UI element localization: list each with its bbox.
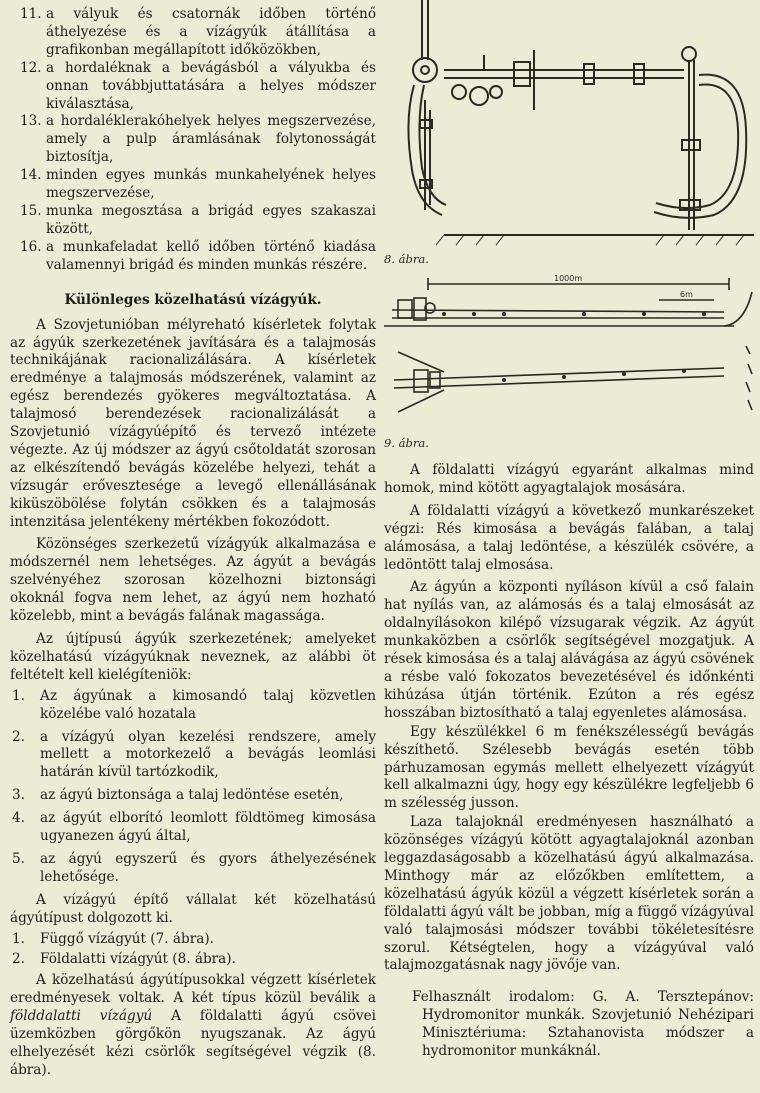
paragraph: Az újtípusú ágyúk szerkezetének; amelyeket közelhatású vízágyúknak neveznek, az alábbi öt feltételt kell kielégíteniök: xyxy=(10,631,376,683)
paragraph: Laza talajoknál eredményesen használható a közönséges vízágyú kötött agyagtalajoknál azonban leggazdaságosabb a közelhatású ágyú alkalmazása. Minthogy már az előzőkben említettem, a közelhatású ágyúk közül a végzett kísérletek során a földalatti ágyú vált be jobban, míg a függő vízágyúval való talajmosási módszer további tökéletesítésre szorul. Kétségtelen, hogy a vízágyúval való talajmozgatásnak nagy jövője van. xyxy=(384,814,754,974)
figure-8-caption: 8. ábra. xyxy=(384,252,429,266)
right-column-text xyxy=(384,462,754,1061)
paragraph: A földalatti vízágyú a következő munkarészeket végzi: Rés kimosása a bevágás falában, a talaj alámosása, a talaj ledöntése, a készülék csövére, a ledöntött talaj elmosása. xyxy=(384,502,754,573)
paragraph: Egy készülékkel 6 m fenékszélességű bevágás készíthető. Szélesebb bevágás esetén több párhuzamosan egymás mellett elhelyezett vízágyút kell alkalmazni úgy, hogy egy készülékre legfeljebb 6 m szélesség jusson. xyxy=(384,723,754,812)
list-item: 16. a munkafeladat kellő időben történő kiadása valamennyi brigád és minden munkás részére. xyxy=(20,238,376,273)
paragraph: A Szovjetunióban mélyreható kísérletek folytak az ágyúk szerkezetének javítására és a talajmosás technikájának racionalizálására. A kísérletek eredménye a talajmosás módszerének, valamint az egész berendezés gyökeres megváltoztatása. A talajmosó berendezések racionalizálását a Szovjetunió vízágyúépítő és tervező intézete végezte. Az új módszer az ágyú csőtoldatát szorosan az elkészítendő bevágás közelébe helyezi, tehát a vízsugár erővesztesége a levegő ellenállásának kiküszöbölése folytán csökken és a talajmosás intenzitása jelentékeny mértékben fokozódott. xyxy=(10,316,376,530)
left-column xyxy=(10,0,376,1080)
figure-9-caption: 9. ábra. xyxy=(384,436,429,450)
emphasis: földdalatti vízágyú xyxy=(10,1008,153,1025)
dimension-main-label: 1000m xyxy=(554,274,583,283)
section-heading: Különleges közelhatású vízágyúk. xyxy=(64,291,322,308)
paragraph: A közelhatású ágyútípusokkal végzett kísérletek eredményesek voltak. A két típus közül beválik a földdalatti vízágyú A földalatti ágyú csövei üzemközben görgőkön nyugszanak. Az ágyú elhelyezését kézi csörlők segítségével végzik (8. ábra). xyxy=(10,972,376,1078)
types-list xyxy=(10,931,376,969)
list-item: 2. Földalatti vízágyút (8. ábra). xyxy=(12,950,236,967)
list-item: 1. Függő vízágyút (7. ábra). xyxy=(12,930,214,947)
list-item: 3. az ágyú biztonsága a talaj ledöntése esetén, xyxy=(12,787,344,804)
paragraph: A földalatti vízágyú egyaránt alkalmas mind homok, mind kötött agyagtalajok mosására. xyxy=(384,462,754,496)
figure-8-hydromonitor-drawing xyxy=(384,0,756,250)
numbered-list xyxy=(10,6,376,275)
list-item: 15. munka megosztása a brigád egyes szakaszai között, xyxy=(20,202,376,237)
dimension-small-label: 6m xyxy=(680,290,693,299)
paragraph: Az ágyún a központi nyíláson kívül a cső falain hat nyílás van, az alámosás és a talaj elmosását az oldalnyílásokon kilépő vízsugarak végzik. Az ágyút munkaközben a csörlők segítségével mozgatjuk. A rések kimosása és a talaj alávágása az ágyú csövének a résbe való fokozatos bevezetésével és időnkénti kihúzása útján történik. Ezúton a rés egész hosszában biztosítható a talaj egyenletes alámosása. xyxy=(384,579,754,721)
list-item: 4. az ágyút elborító leomlott földtömeg kimosása ugyanezen ágyú által, xyxy=(12,810,376,845)
list-item: 2. a vízágyú olyan kezelési rendszere, amely mellett a motorkezelő a bevágás leomlási határán kívül tartózkodik, xyxy=(12,728,376,781)
paragraph: Közönséges szerkezetű vízágyúk alkalmazása e módszernél nem lehetséges. Az ágyút a bevágás szelvényéhez szorosan közelhozni biztonsági okoknál fogva nem lehet, az ágyú nem hozható közelebb, mint a bevágás falának magassága. xyxy=(10,536,376,625)
list-item: 11. a vályuk és csatornák időben történő áthelyezése és a vízágyúk átállítása a grafikonban megállapított időközökben, xyxy=(20,6,376,58)
figure-9-hydromonitor-drawing xyxy=(384,272,756,444)
conditions-list xyxy=(10,688,376,887)
list-item: 14. minden egyes munkás munkahelyének helyes megszervezése, xyxy=(20,167,376,202)
list-item: 5. az ágyú egyszerű és gyors áthelyezésének lehetősége. xyxy=(12,850,376,885)
list-item: 12. a hordaléknak a bevágásból a vályukba és onnan továbbjuttatására a helyes módszer kiválasztása, xyxy=(20,59,376,112)
list-item: 1. Az ágyúnak a kimosandó talaj közvetlen közelébe való hozatala xyxy=(12,687,376,722)
literature-reference: Felhasznált irodalom: G. A. Tersztepánov: Hydromonitor munkák. Szovjetunió Nehézipari Minisztériuma: Sztahanovista módszer a hydromonitor munkáknál. xyxy=(412,989,754,1060)
list-item: 13. a hordaléklerakóhelyek helyes megszervezése, amely a pulp áramlásának folytonosságát biztosítja, xyxy=(20,113,376,166)
paragraph: A vízágyú építő vállalat két közelhatású ágyútípust dolgozott ki. xyxy=(10,891,376,926)
